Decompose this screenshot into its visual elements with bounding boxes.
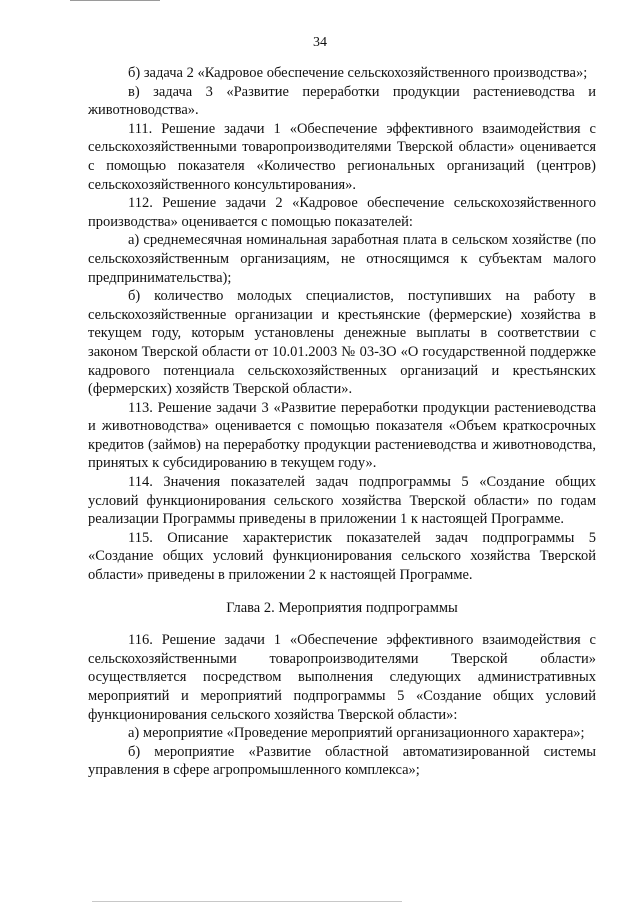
paragraph-112-a: а) среднемесячная номинальная заработная плата в сельском хозяйстве (по сельскохозяйственным организациям, не относящимся к субъектам малого предпринимательства); xyxy=(88,232,596,286)
scan-edge-mark xyxy=(70,0,160,1)
paragraph-111: 111. Решение задачи 1 «Обеспечение эффективного взаимодействия с сельскохозяйственными товаропроизводителями Тверской области» оценивается с помощью показателя «Количество региональных организаций (центров) сельскохозяйственного консультирования». xyxy=(88,120,596,193)
paragraph-116-a: а) мероприятие «Проведение мероприятий организационного характера»; xyxy=(128,725,585,742)
paragraph-112-b: б) количество молодых специалистов, поступивших на работу в сельскохозяйственные организации и крестьянские (фермерские) хозяйства в текущем году, которым установлены денежные выплаты в соответствии с законом Тверской области от 10.01.2003 № 03-ЗО «О государственной поддержке кадрового потенциала сельскохозяйственных организаций и крестьянских (фермерских) хозяйств Тверской области». xyxy=(88,288,596,398)
scan-edge-mark-bottom xyxy=(92,901,402,902)
chapter-heading: Глава 2. Мероприятия подпрограммы xyxy=(226,599,458,616)
paragraph-task-2: б) задача 2 «Кадровое обеспечение сельскохозяйственного производства»; xyxy=(128,65,588,81)
document-body xyxy=(88,64,596,780)
page-number: 34 xyxy=(313,35,327,50)
paragraph-113: 113. Решение задачи 3 «Развитие переработки продукции растениеводства и животноводства» оценивается с помощью показателя «Объем краткосрочных кредитов (займов) на переработку продукции растениеводства и животноводства, принятых к субсидированию в текущем году». xyxy=(88,399,596,472)
paragraph-114: 114. Значения показателей задач подпрограммы 5 «Создание общих условий функционирования сельского хозяйства Тверской области» по годам реализации Программы приведены в приложении 1 к настоящей Программе. xyxy=(88,474,596,528)
paragraph-115: 115. Описание характеристик показателей задач подпрограммы 5 «Создание общих условий функционирования сельского хозяйства Тверской области» приведены в приложении 2 к настоящей Программе. xyxy=(88,529,596,584)
paragraph-116: 116. Решение задачи 1 «Обеспечение эффективного взаимодействия с сельскохозяйственными товаропроизводителями Тверской области» осуществляется посредством выполнения следующих административных мероприятий и мероприятий подпрограммы 5 «Создание общих условий функционирования сельского хозяйства Тверской области»: xyxy=(88,632,596,723)
paragraph-task-3: в) задача 3 «Развитие переработки продукции растениеводства и животноводства». xyxy=(88,83,596,119)
paragraph-112: 112. Решение задачи 2 «Кадровое обеспечение сельскохозяйственного производства» оценивается с помощью показателей: xyxy=(88,195,596,230)
paragraph-116-b: б) мероприятие «Развитие областной автоматизированной системы управления в сфере агропромышленного комплекса»; xyxy=(88,743,596,779)
